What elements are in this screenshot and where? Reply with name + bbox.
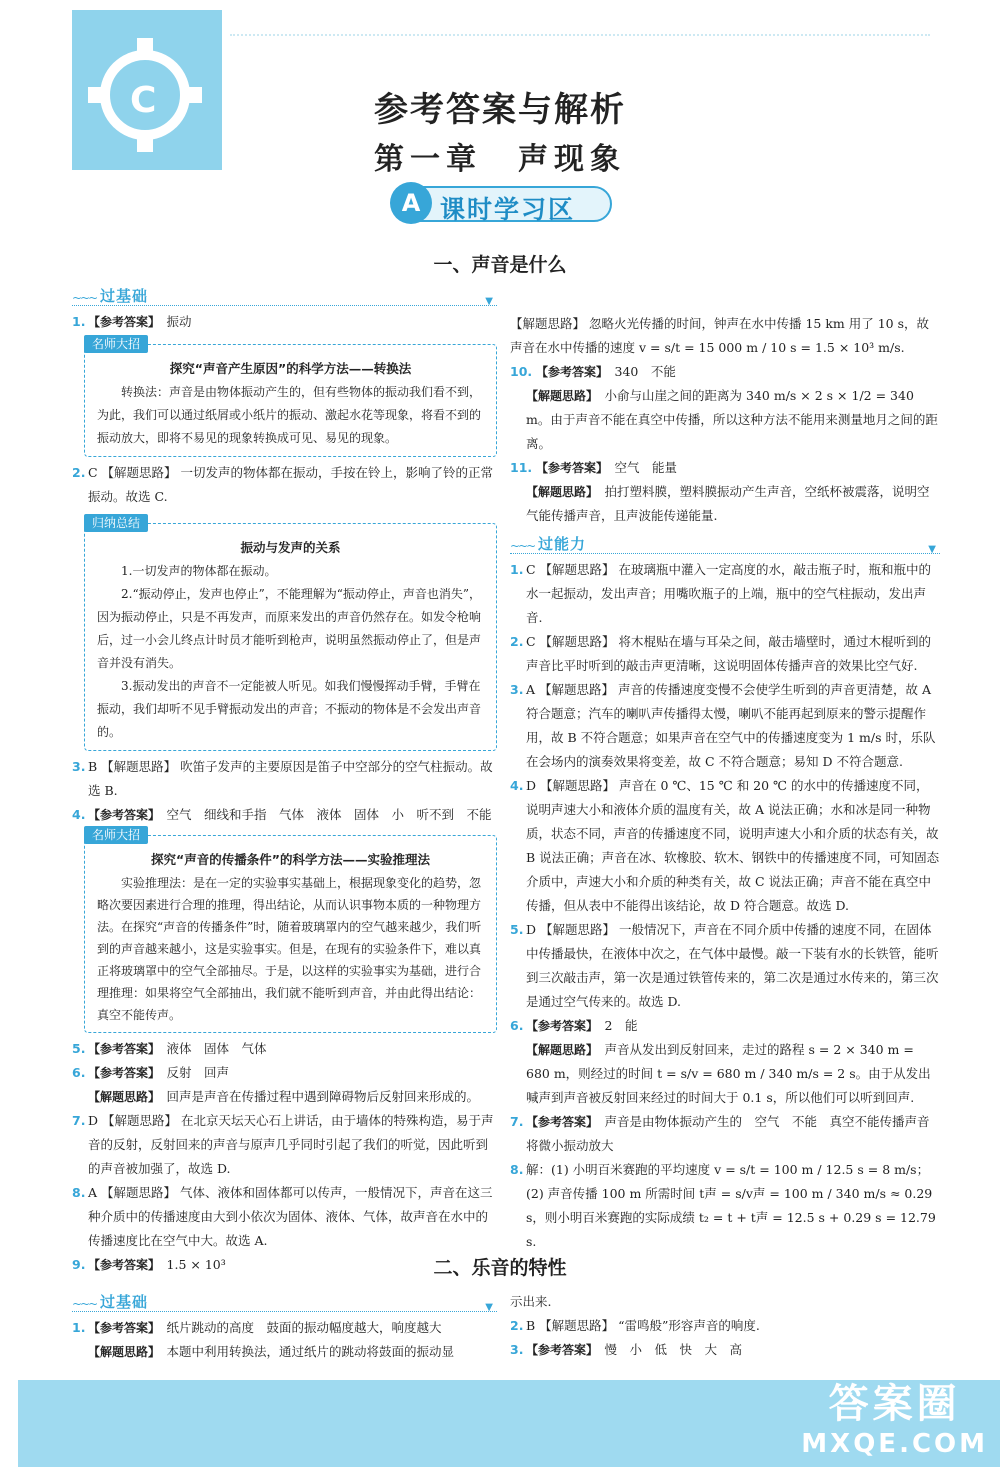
answer-item: 3. 【参考答案】 慢 小 低 快 大 高 [510,1342,743,1357]
answer-item: 2. C 【解题思路】 将木棍贴在墙与耳朵之间，敲击墙壁时，通过木棍听到的声音比平时听到的敲击声更清晰，这说明固体传播声音的效果比空气好. [510,634,932,673]
answer-continuation: 【解题思路】 回声是声音在传播过程中遇到障碍物后反射回来形成的。 [88,1089,480,1104]
answer-item: 2. C 【解题思路】 一切发声的物体都在振动，手按在铃上，影响了铃的正常振动。故选 C. [72,465,494,504]
answer-item: 10. 【参考答案】 340 不能 [510,364,676,379]
answer-item: 8. 解：(1) 小明百米赛跑的平均速度 v = s/t = 100 m / 12.5 s = 8 m/s； [510,1162,930,1177]
section1-right-column [510,312,943,1254]
bar-label: 过能力 [538,535,587,553]
answer-item: 4. 【参考答案】 空气 细线和手指 气体 液体 固体 小 听不到 不能 [72,807,492,822]
answer-item: 7. 【参考答案】 声音是由物体振动产生的 空气 不能 真空不能传播声音 将微小振动放大 [510,1114,943,1153]
answer-item: 3. A 【解题思路】 声音的传播速度变慢不会使学生听到的声音更清楚，故 A 符合题意；汽车的喇叭声传播得太慢，喇叭不能再起到原来的警示提醒作用，故 B 不符合题意；如果声音在空气中的传播速度变为 1 m/s 时，乐队在会场内的演奏效果将变差，故 C 不符合题意；易知 D 不符合题意. [510,682,936,769]
zone-badge [392,186,612,222]
header-dotted-line [230,34,930,36]
c-letter-icon: C [130,80,157,121]
bottom-band [18,1380,1000,1467]
section2-left-column [72,1290,497,1364]
zone-letter: A [390,182,432,224]
section1-left-column [72,284,497,1277]
bar-label: 过基础 [100,287,149,305]
answer-continuation: 【解题思路】 声音从发出到反射回来，走过的路程 s = 2 × 340 m = 680 m，则经过的时间 t = s/v = 680 m / 340 m/s = 2 s。由于从发出喊声到声音被反射回来经过的时间大于 0.1 s，所以他们可以听到回声. [526,1042,931,1105]
answer-continuation: 【解题思路】 本题中利用转换法，通过纸片的跳动将鼓面的振动显 [88,1344,455,1359]
answer-item: 9. 【参考答案】 1.5 × 10³ [72,1257,226,1272]
answer-item: 2. B 【解题思路】 “雷鸣般”形容声音的响度. [510,1318,760,1333]
section2-right-column [510,1290,940,1362]
answer-item: 6. 【参考答案】 2 能 [510,1018,638,1033]
answer-item: 7. D 【解题思路】 在北京天坛天心石上讲话，由于墙体的特殊构造，易于声音的反射，反射回来的声音与原声几乎同时引起了我们的听觉，因此听到的声音被加强了，故选 D. [72,1113,494,1176]
chevron-down-icon: ▼ [485,1302,493,1313]
chevron-down-icon: ▼ [485,296,493,307]
section-title-2: 二、乐音的特性 [433,1257,567,1279]
answer-item: 5. D 【解题思路】 一般情况下，声音在不同介质中传播的速度不同，在固体中传播最快，在液体中次之，在气体中最慢。敲一下装有水的长铁管，能听到三次敲击声，第一次是通过铁管传来的，第二次是通过水传来的，第三次是通过空气传来的。故选 D. [510,922,939,1009]
answer-continuation: 【解题思路】 小俞与山崖之间的距离为 340 m/s × 2 s × 1/2 = 340 m。由于声音不能在真空中传播，所以这种方法不能用来测量地月之间的距离。 [526,388,938,451]
answer-continuation: 【解题思路】 拍打塑料膜，塑料膜振动产生声音，空纸杯被震落，说明空气能传播声音，且声波能传递能量. [526,484,930,523]
box-tag: 归纳总结 [84,514,148,532]
page-title: 参考答案与解析 [374,90,626,130]
chevron-down-icon: ▼ [928,544,936,555]
gear-tooth [137,38,153,54]
answer-item: 6. 【参考答案】 反射 回声 [72,1065,230,1080]
section-bar-basic [72,284,497,306]
box-tag: 名师大招 [84,826,148,844]
answer-item: 5. 【参考答案】 液体 固体 气体 [72,1041,267,1056]
section-bar-ability [510,532,940,554]
section-bar-basic [72,1290,497,1312]
section-title-1: 一、声音是什么 [433,254,567,276]
bar-label: 过基础 [100,1293,149,1311]
answer-item: 1. 【参考答案】 纸片跳动的高度 鼓面的振动幅度越大，响度越大 [72,1320,442,1335]
answer-item: 8. A 【解题思路】 气体、液体和固体都可以传声，一般情况下，声音在这三种介质中的传播速度由大到小依次为固体、液体、气体，故声音在水中的传播速度比在空气中大。故选 A. [72,1185,493,1248]
answer-item: 1. C 【解题思路】 在玻璃瓶中灌入一定高度的水，敲击瓶子时，瓶和瓶中的水一起振动，发出声音；用嘴吹瓶子的上端，瓶中的空气柱振动，发出声音. [510,562,932,625]
tip-box: 名师大招 探究“声音的传播条件”的科学方法——实验推理法 实验推理法：是在一定的实验事实基础上，根据现象变化的趋势，忽略次要因素进行合理的推理，得出结论，从而认识事物本质的一种物理方法。在探究“声音的传播条件”时，随着玻璃罩内的空气越来越少，我们听到的声音越来越小，这是实验事实。但是，在现有的实验条件下，难以真正将玻璃罩中的空气全部抽尽。于是，以这样的实验事实为基础，进行合理推理：如果将空气全部抽出，我们就不能听到声音，并由此得出结论：真空不能传声。 [84,835,497,1033]
tip-box: 名师大招 探究“声音产生原因”的科学方法——转换法 转换法：声音是由物体振动产生的，但有些物体的振动我们看不到，为此，我们可以通过纸屑或小纸片的振动、激起水花等现象，将看不到的振动放大，即将不易见的现象转换成可见、易见的现象。 [84,344,497,457]
zone-label: 课时学习区 [440,195,576,224]
waves-icon: ~~~ [510,539,535,553]
answer-item: 1. 【参考答案】 振动 [72,314,192,329]
answer-continuation: 【解题思路】 忽略火光传播的时间，钟声在水中传播 15 km 用了 10 s，故声音在水中传播的速度 v = s/t = 15 000 m / 10 s = 1.5 × 10³ m/s. [510,316,929,355]
answer-item: 4. D 【解题思路】 声音在 0 ℃、15 ℃ 和 20 ℃ 的水中的传播速度不同，说明声速大小和液体介质的温度有关，故 A 说法正确；水和冰是同一种物质，状态不同，声音的传播速度不同，说明声速大小和介质的状态有关，故 B 说法正确；声音在冰、软橡胶、软木、钢铁中的传播速度不同，可知固态介质中，声速大小和介质的种类有关，故 C 说法正确；声音不能在真空中传播，但从表中不能得出该结论，故 D 符合题意。故选 D. [510,778,940,913]
summary-box: 归纳总结 振动与发声的关系 1.一切发声的物体都在振动。 2.“振动停止，发声也停止”，不能理解为“振动停止，声音也消失”，因为振动停止，只是不再发声，而原来发出的声音仍然存在。如发令枪响后，过一小会儿终点计时员才能听到枪声，说明虽然振动停止了，但是声音并没有消失。 3.振动发出的声音不一定能被人听见。如我们慢慢挥动手臂，手臂在振动，我们却听不见手臂振动发出的声音；不振动的物体是不会发出声音的。 [84,523,497,751]
box-tag: 名师大招 [84,335,148,353]
answer-continuation: 示出来. [510,1294,552,1309]
answer-item: 3. B 【解题思路】 吹笛子发声的主要原因是笛子中空部分的空气柱振动。故选 B. [72,759,493,798]
answer-continuation: (2) 声音传播 100 m 所需时间 t声 = s/v声 = 100 m / 340 m/s ≈ 0.29 s，则小明百米赛跑的实际成绩 t₂ = t + t声 = 12.5 s + 0.29 s = 12.79 s. [526,1186,936,1249]
watermark: 答案圈 MXQE.COM [801,1381,988,1459]
answer-item: 11. 【参考答案】 空气 能量 [510,460,678,475]
waves-icon: ~~~ [72,1297,97,1311]
chapter-title: 第一章 声现象 [374,142,626,177]
waves-icon: ~~~ [72,291,97,305]
